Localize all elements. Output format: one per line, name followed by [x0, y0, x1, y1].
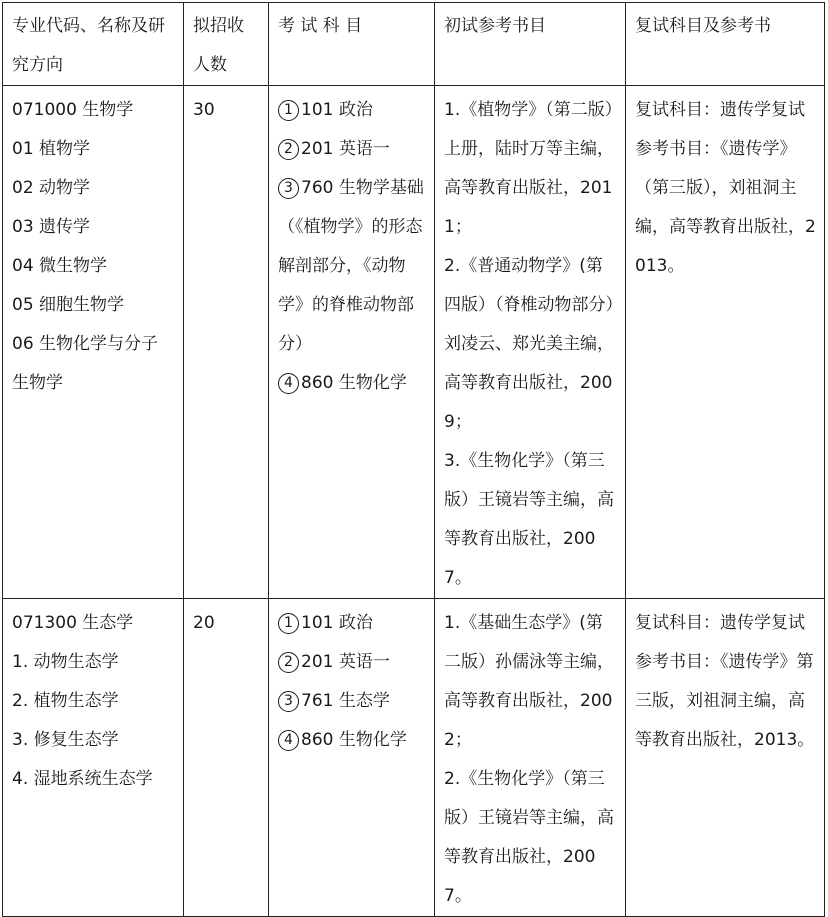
exam-subject: 4 860 生物化学 — [278, 721, 426, 760]
reference-book: 1.《基础生态学》(第二版）孙儒泳等主编，高等教育出版社，2002； — [444, 613, 614, 750]
exams-cell — [269, 86, 435, 599]
reference-book: 3.《生物化学》（第三版）王镜岩等主编，高等教育出版社，2007。 — [444, 451, 614, 588]
exam-subject: 4 860 生物化学 — [278, 364, 426, 403]
research-direction: 05 细胞生物学 — [12, 295, 125, 315]
major-code-name: 071300 生态学 — [12, 613, 134, 633]
circled-number: 2 — [278, 652, 299, 673]
research-direction: 04 微生物学 — [12, 256, 108, 276]
admissions-table — [2, 2, 825, 917]
retest-cell — [626, 599, 825, 917]
major-cell — [3, 86, 184, 599]
header-quota: 拟招收人数 — [184, 3, 269, 86]
reference-book: 2.《生物化学》（第三版）王镜岩等主编，高等教育出版社，2007。 — [444, 769, 614, 906]
circled-number: 2 — [278, 139, 299, 160]
research-direction: 03 遗传学 — [12, 217, 91, 237]
header-books: 初试参考书目 — [435, 3, 626, 86]
circled-number: 4 — [278, 373, 299, 394]
exams-cell — [269, 599, 435, 917]
table-row — [3, 599, 825, 917]
reference-book: 1.《植物学》（第二版）上册，陆时万等主编，高等教育出版社，2011； — [444, 100, 614, 237]
research-direction: 3. 修复生态学 — [12, 730, 119, 750]
major-code-name: 071000 生物学 — [12, 100, 134, 120]
exam-subject: 1 101 政治 — [278, 91, 426, 130]
circled-number: 4 — [278, 730, 299, 751]
retest-info: 复试科目：遗传学复试参考书目：《遗传学》（第三版），刘祖洞主编，高等教育出版社，2013。 — [635, 100, 816, 276]
exam-subject: 1 101 政治 — [278, 604, 426, 643]
quota-value: 30 — [193, 100, 215, 120]
table-row — [3, 86, 825, 599]
quota-cell — [184, 599, 269, 917]
major-cell — [3, 599, 184, 917]
exam-subject: 3 761 生态学 — [278, 682, 426, 721]
retest-info: 复试科目：遗传学复试参考书目：《遗传学》第三版，刘祖洞主编，高等教育出版社，2013。 — [635, 613, 815, 750]
header-exams: 考 试 科 目 — [269, 3, 435, 86]
research-direction: 01 植物学 — [12, 139, 91, 159]
research-direction: 2. 植物生态学 — [12, 691, 119, 711]
research-direction: 1. 动物生态学 — [12, 652, 119, 672]
table-header-row — [3, 3, 825, 86]
quota-cell — [184, 86, 269, 599]
research-direction: 06 生物化学与分子生物学 — [12, 334, 159, 393]
exam-subject: 2 201 英语一 — [278, 130, 426, 169]
retest-cell — [626, 86, 825, 599]
research-direction: 4. 湿地系统生态学 — [12, 769, 153, 789]
quota-value: 20 — [193, 613, 215, 633]
circled-number: 3 — [278, 178, 299, 199]
reference-book: 2.《普通动物学》(第四版）（脊椎动物部分）刘凌云、郑光美主编，高等教育出版社，2009； — [444, 256, 614, 432]
exam-subject: 3 760 生物学基础（《植物学》的形态解剖部分，《动物学》的脊椎动物部分） — [278, 178, 424, 354]
books-cell — [435, 599, 626, 917]
research-direction: 02 动物学 — [12, 178, 91, 198]
circled-number: 1 — [278, 100, 299, 121]
circled-number: 1 — [278, 613, 299, 634]
exam-subject: 2 201 英语一 — [278, 643, 426, 682]
books-cell — [435, 86, 626, 599]
circled-number: 3 — [278, 691, 299, 712]
header-major: 专业代码、名称及研究方向 — [3, 3, 184, 86]
header-retest: 复试科目及参考书 — [626, 3, 825, 86]
